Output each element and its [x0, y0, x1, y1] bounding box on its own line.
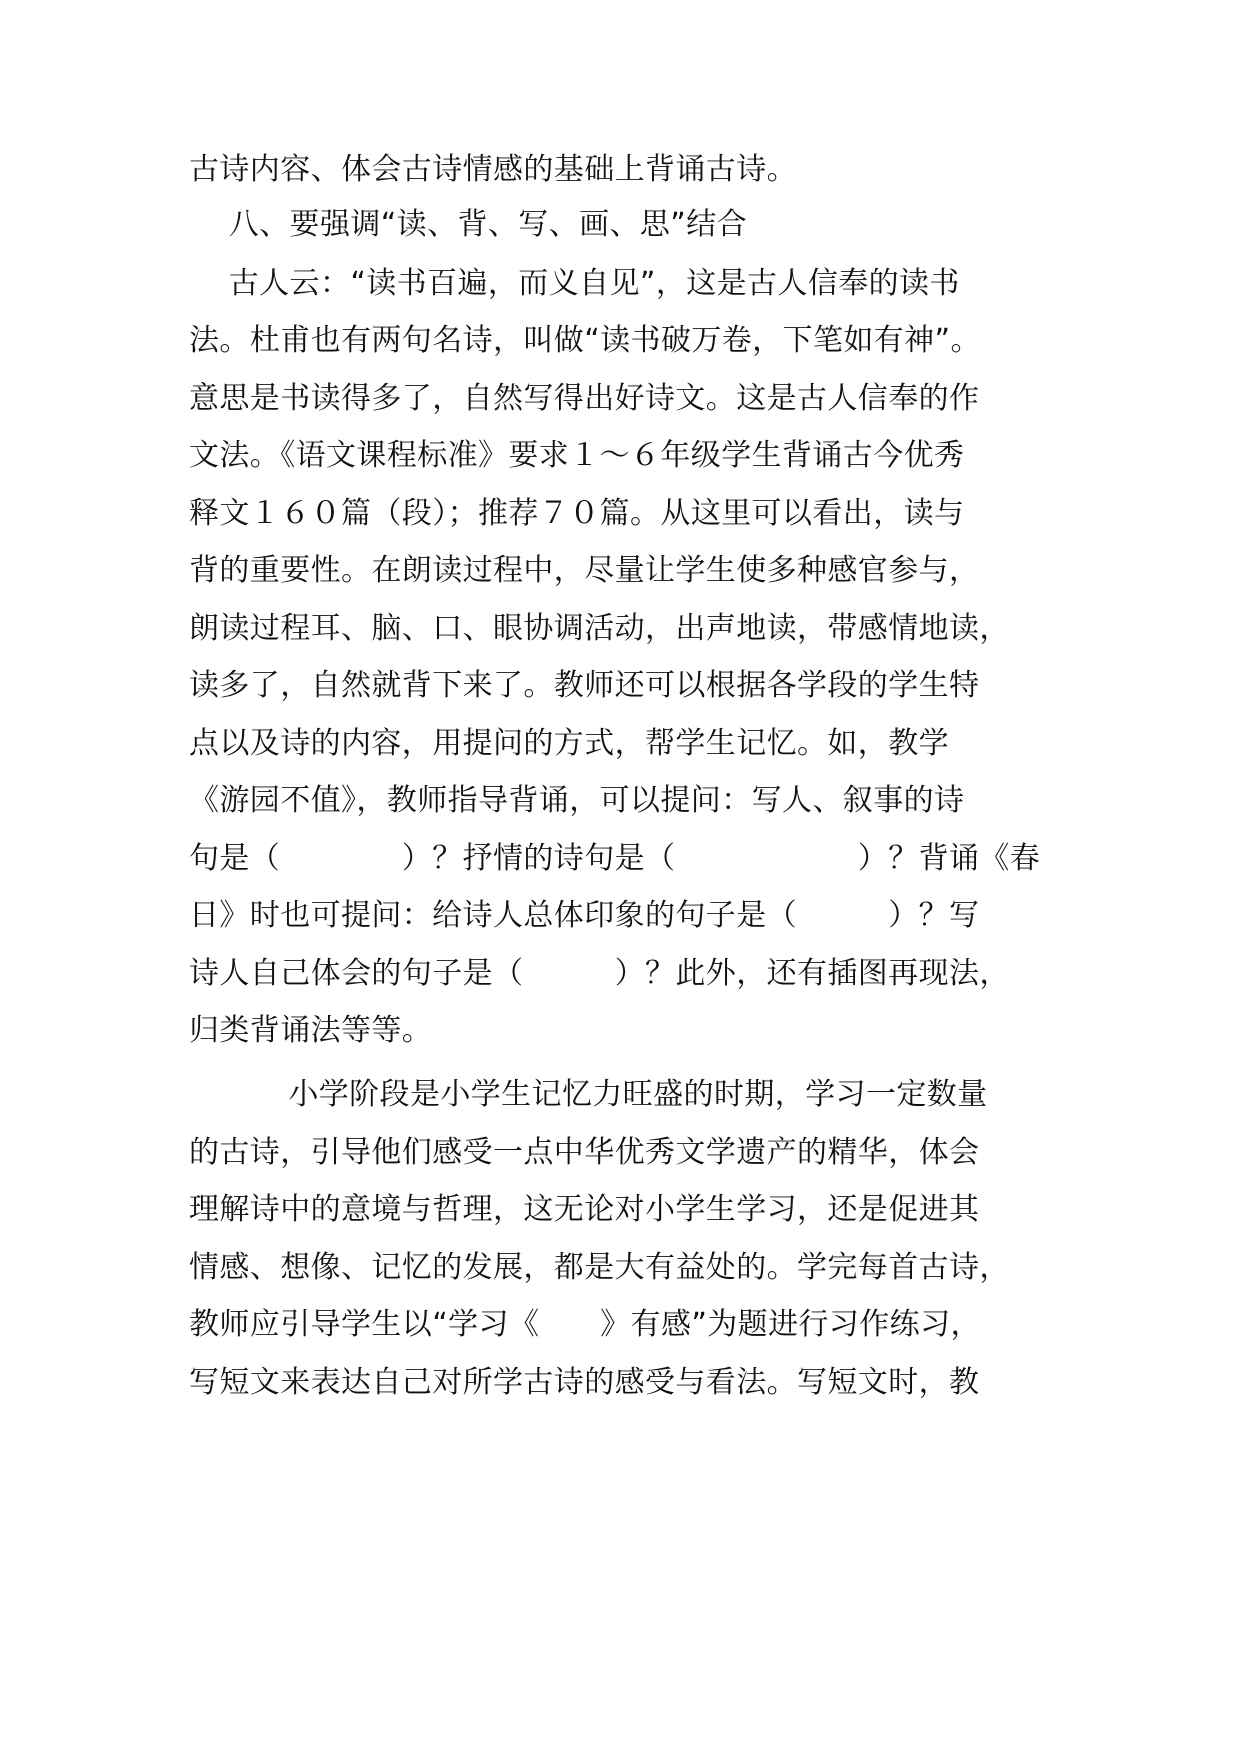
- text-line: 的古诗，引导他们感受一点中华优秀文学遗产的精华，体会: [189, 1135, 980, 1170]
- section-heading: 八、要强调“读、背、写、画、思”结合: [189, 207, 748, 242]
- text-line: 法。杜甫也有两句名诗，叫做“读书破万卷，下笔如有神”。: [189, 323, 981, 358]
- text-line: 释文１６０篇（段）；推荐７０篇。从这里可以看出，读与: [189, 496, 965, 531]
- text-line: 读多了，自然就背下来了。教师还可以根据各学段的学生特: [189, 668, 980, 703]
- text-line: 情感、想像、记忆的发展，都是大有益处的。学完每首古诗，: [189, 1250, 1010, 1285]
- text-line: 诗人自己体会的句子是（ ）？此外，还有插图再现法，: [189, 956, 1010, 991]
- text-line: 古人云：“读书百遍，而义自见”，这是古人信奉的读书: [189, 266, 960, 301]
- text-line: 归类背诵法等等。: [189, 1013, 433, 1048]
- text-line: 朗读过程耳、脑、口、眼协调活动，出声地读，带感情地读，: [189, 611, 1010, 646]
- text-line: 小学阶段是小学生记忆力旺盛的时期，学习一定数量: [189, 1077, 988, 1112]
- text-line: 背的重要性。在朗读过程中，尽量让学生使多种感官参与，: [189, 553, 980, 588]
- text-line: 《游园不值》，教师指导背诵，可以提问：写人、叙事的诗: [189, 783, 965, 818]
- text-line: 日》时也可提问：给诗人总体印象的句子是（ ）？写: [189, 898, 980, 933]
- text-line: 点以及诗的内容，用提问的方式，帮学生记忆。如，教学: [189, 726, 949, 761]
- text-line: 句是（ ）？抒情的诗句是（ ）？背诵《春: [189, 841, 1041, 876]
- text-line: 理解诗中的意境与哲理，这无论对小学生学习，还是促进其: [189, 1192, 980, 1227]
- text-line: 古诗内容、体会古诗情感的基础上背诵古诗。: [189, 152, 797, 187]
- text-line: 写短文来表达自己对所学古诗的感受与看法。写短文时，教: [189, 1365, 980, 1400]
- text-line: 文法。《语文课程标准》要求１～６年级学生背诵古今优秀: [189, 438, 965, 473]
- text-line: 意思是书读得多了，自然写得出好诗文。这是古人信奉的作: [189, 381, 980, 416]
- text-line: 教师应引导学生以“学习《 》有感”为题进行习作练习，: [189, 1307, 981, 1342]
